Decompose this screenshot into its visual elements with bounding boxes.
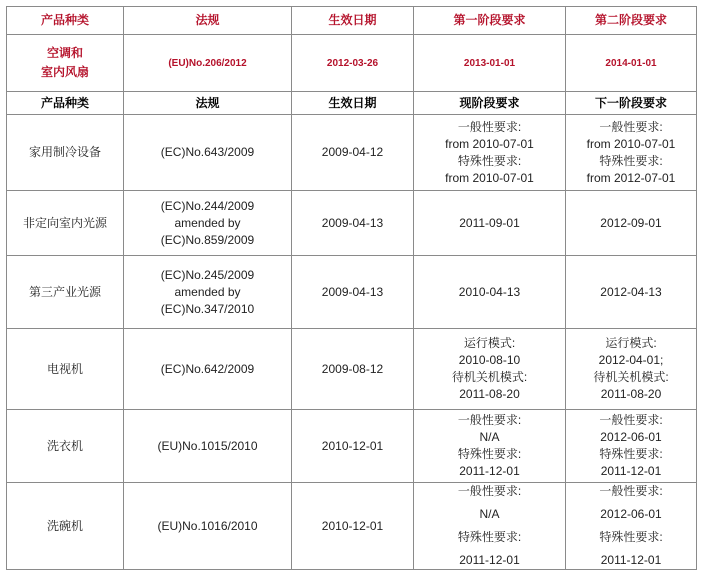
header-regulation: 法规 — [124, 7, 292, 35]
requirement-line: 一般性要求: — [457, 484, 522, 498]
requirement-line: 特殊性要求: — [457, 447, 522, 461]
requirement-line: 2010-08-10 — [458, 353, 521, 367]
requirement-line: 运行模式: — [605, 336, 657, 350]
regulation-line: (EC)No.347/2010 — [160, 301, 255, 316]
header-row-black — [7, 92, 697, 115]
requirement-line: from 2010-07-01 — [445, 136, 534, 151]
effective-date-cell: 2010-12-01 — [292, 410, 414, 483]
table-row — [7, 329, 697, 410]
ac-stage1: 2013-01-01 — [414, 35, 566, 92]
requirement-line: from 2012-07-01 — [586, 170, 676, 185]
header-stage1: 第一阶段要求 — [414, 7, 566, 35]
ac-effective-date: 2012-03-26 — [292, 35, 414, 92]
ac-stage2: 2014-01-01 — [566, 35, 697, 92]
current-stage-cell — [414, 191, 566, 256]
effective-date-cell: 2009-08-12 — [292, 329, 414, 410]
regulation-line: (EC)No.643/2009 — [160, 145, 255, 159]
current-stage-cell — [414, 483, 566, 570]
product-cell: 非定向室内光源 — [7, 191, 124, 256]
regulation-line: amended by — [174, 215, 241, 230]
ac-regulation: (EU)No.206/2012 — [124, 35, 292, 92]
requirement-line: 2011-12-01 — [459, 464, 520, 478]
current-stage-cell — [414, 410, 566, 483]
table-row — [7, 410, 697, 483]
requirement-line: 运行模式: — [463, 336, 516, 350]
next-stage-cell — [566, 483, 697, 570]
requirement-line: 特殊性要求: — [599, 447, 663, 461]
requirement-line: from 2010-07-01 — [445, 170, 534, 185]
requirement-line: 特殊性要求: — [457, 530, 522, 544]
regulation-cell — [124, 410, 292, 483]
requirement-line: 一般性要求: — [599, 119, 663, 134]
requirement-line: 2011-08-20 — [459, 387, 520, 401]
regulation-line: (EU)No.1015/2010 — [157, 438, 258, 453]
ac-product-line: 室内风扇 — [40, 65, 89, 79]
header-product: 产品种类 — [7, 7, 124, 35]
requirement-line: 2012-04-13 — [600, 284, 662, 299]
product-cell: 家用制冷设备 — [7, 115, 124, 191]
next-stage-cell — [566, 410, 697, 483]
regulation-cell — [124, 256, 292, 329]
product-cell: 电视机 — [7, 329, 124, 410]
next-stage-cell — [566, 191, 697, 256]
regulation-cell — [124, 329, 292, 410]
table-row — [7, 483, 697, 570]
requirement-line: 2011-12-01 — [459, 553, 520, 567]
header-current-stage: 现阶段要求 — [414, 92, 566, 115]
current-stage-cell — [414, 256, 566, 329]
requirement-line: N/A — [479, 507, 500, 521]
current-stage-cell — [414, 115, 566, 191]
header-regulation: 法规 — [124, 92, 292, 115]
requirement-line: 2012-04-01; — [598, 353, 664, 367]
effective-date-cell: 2009-04-13 — [292, 256, 414, 329]
header-effective-date: 生效日期 — [292, 7, 414, 35]
regulation-line: (EC)No.245/2009 — [160, 267, 255, 282]
requirement-line: 特殊性要求: — [599, 153, 663, 168]
requirement-line: 待机关机模式: — [451, 370, 528, 384]
effective-date-cell: 2010-12-01 — [292, 483, 414, 570]
requirement-line: 2011-12-01 — [600, 553, 662, 567]
header-next-stage: 下一阶段要求 — [566, 92, 697, 115]
next-stage-cell — [566, 256, 697, 329]
requirement-line: 待机关机模式: — [593, 370, 669, 384]
product-cell: 第三产业光源 — [7, 256, 124, 329]
ac-product-cell — [7, 35, 124, 92]
requirement-line: 2012-06-01 — [600, 430, 662, 444]
regulation-line: (EC)No.859/2009 — [160, 232, 255, 247]
next-stage-cell — [566, 115, 697, 191]
requirement-line: 特殊性要求: — [457, 153, 522, 168]
requirement-line: 2012-09-01 — [600, 215, 662, 230]
requirement-line: 2011-12-01 — [600, 464, 662, 478]
requirement-line: 2010-04-13 — [458, 284, 521, 299]
requirement-line: 2011-09-01 — [459, 215, 520, 230]
ac-product-line: 空调和 — [46, 46, 83, 60]
product-cell: 洗碗机 — [7, 483, 124, 570]
header-effective-date: 生效日期 — [292, 92, 414, 115]
regulation-cell — [124, 483, 292, 570]
header-stage2: 第二阶段要求 — [566, 7, 697, 35]
requirement-line: N/A — [479, 430, 500, 444]
effective-date-cell: 2009-04-12 — [292, 115, 414, 191]
regulation-cell — [124, 115, 292, 191]
current-stage-cell — [414, 329, 566, 410]
next-stage-cell — [566, 329, 697, 410]
regulation-line: amended by — [174, 284, 241, 299]
regulation-line: (EC)No.642/2009 — [160, 361, 255, 376]
requirement-line: 一般性要求: — [599, 484, 663, 498]
header-product: 产品种类 — [7, 92, 124, 115]
requirement-line: 特殊性要求: — [599, 530, 663, 544]
regulation-line: (EC)No.244/2009 — [160, 198, 255, 213]
product-cell: 洗衣机 — [7, 410, 124, 483]
regulation-cell — [124, 191, 292, 256]
regulation-table — [6, 6, 697, 570]
header-row-red — [7, 7, 697, 35]
requirement-line: 一般性要求: — [599, 413, 663, 427]
requirement-line: 2012-06-01 — [600, 507, 662, 521]
ac-row — [7, 35, 697, 92]
table-row — [7, 191, 697, 256]
effective-date-cell: 2009-04-13 — [292, 191, 414, 256]
requirement-line: 2011-08-20 — [600, 387, 662, 401]
requirement-line: 一般性要求: — [457, 413, 522, 427]
requirement-line: from 2010-07-01 — [586, 136, 676, 151]
table-row — [7, 256, 697, 329]
table-row — [7, 115, 697, 191]
regulation-line: (EU)No.1016/2010 — [157, 518, 258, 533]
requirement-line: 一般性要求: — [457, 119, 522, 134]
